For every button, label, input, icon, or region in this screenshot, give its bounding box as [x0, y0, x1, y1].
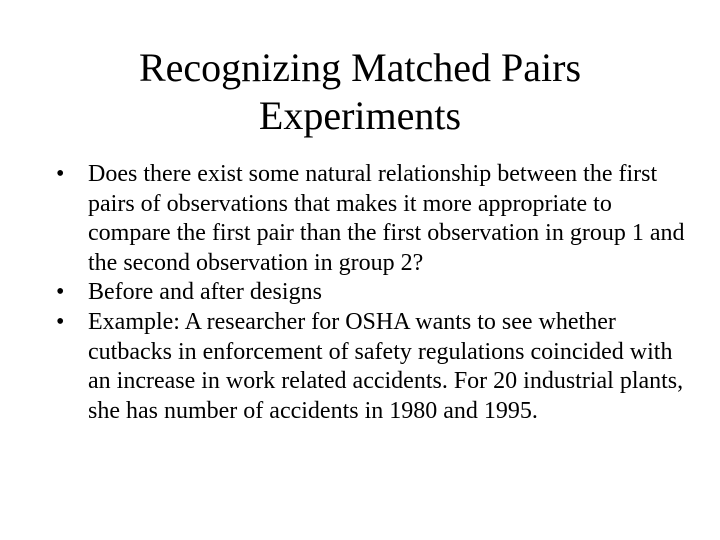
slide-title — [0, 44, 720, 140]
bullet-list — [56, 160, 696, 426]
bullet-item-matched-pairs-question — [56, 160, 696, 278]
bullet-item-example — [56, 308, 696, 426]
bullet-icon: • — [56, 161, 65, 187]
slide-title-line-2: Experiments — [258, 93, 462, 138]
bullet-text: Does there exist some natural relationship between the first pairs of observations that makes it more appropriate to compare the first pair than the first observation in group 1 and the second observation in group 2? — [88, 161, 685, 276]
bullet-item-before-after — [56, 278, 696, 308]
bullet-text: Before and after designs — [88, 279, 322, 306]
bullet-icon: • — [56, 308, 65, 335]
bullet-text: Example: A researcher for OSHA wants to see whether cutbacks in enforcement of safety regulations coincided with an increase in work related accidents. For 20 industrial plants, she has number of accidents in 1980 and 1995. — [88, 308, 684, 424]
slide-title-line-1: Recognizing Matched Pairs — [138, 45, 582, 90]
bullet-icon: • — [56, 279, 65, 306]
